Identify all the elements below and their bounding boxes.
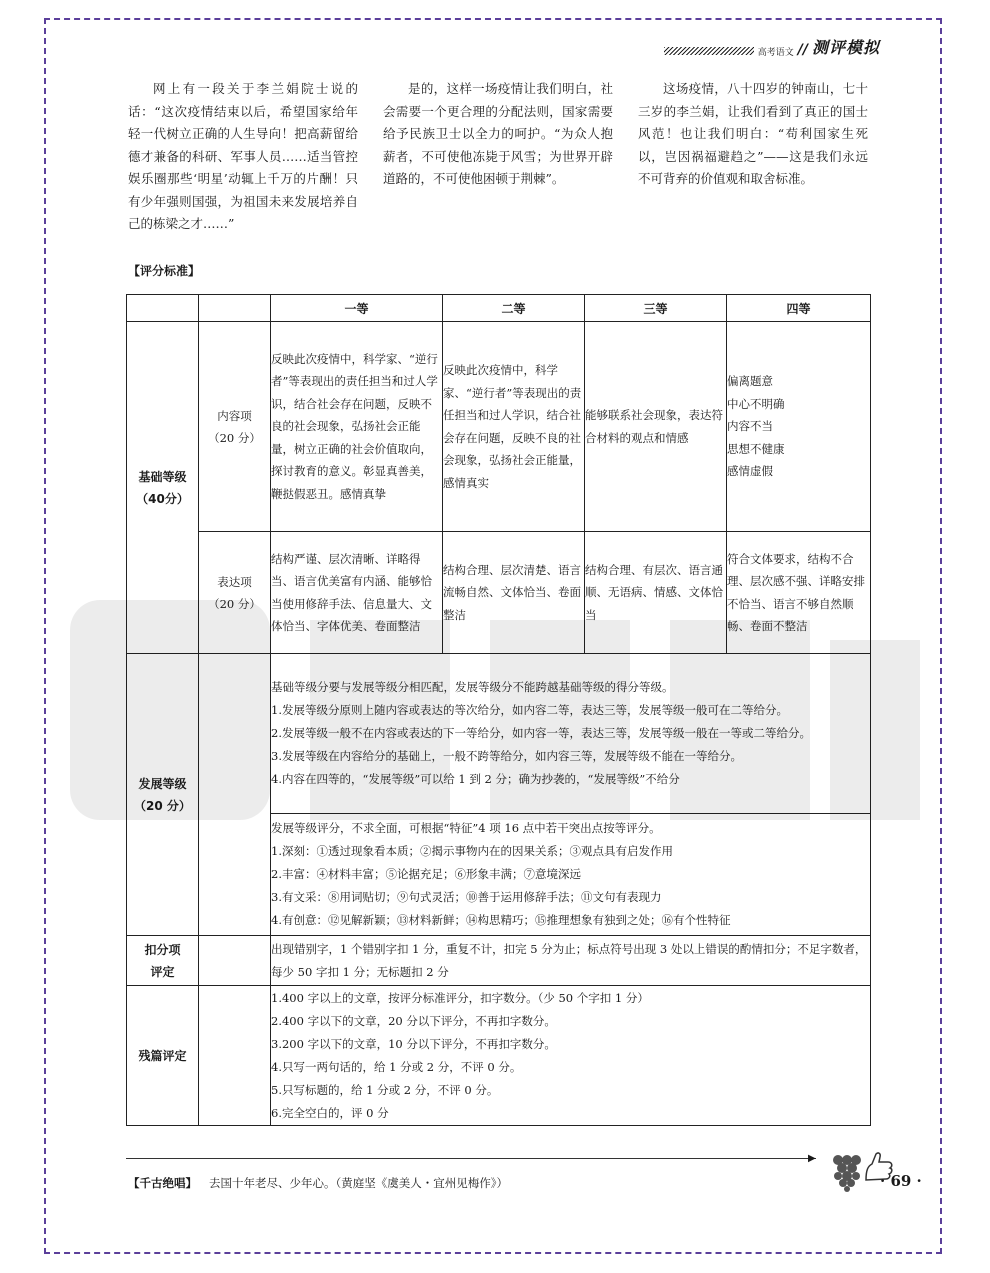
header-grade-1: 一等 (271, 295, 443, 322)
grapes-icon (830, 1150, 864, 1192)
deduction-label: 扣分项 评定 (127, 936, 199, 986)
header-subject: 高考语文 (757, 48, 794, 58)
expression-grade-1: 结构严谨、层次清晰、详略得当、语言优美富有内涵、能够恰当使用修辞手法、信息量大、文体恰当、字体优美、卷面整洁 (271, 532, 443, 654)
footer-arrow-icon: ▶ (808, 1153, 816, 1164)
intro-text (128, 78, 868, 236)
content-grade-2: 反映此次疫情中，科学家、“逆行者”等表现出的责任担当和过人学识，结合社会存在问题，反映不良的社会现象，弘扬社会正能量，感情真实 (443, 322, 585, 532)
intro-column-2: 是的，这样一场疫情让我们明白，社会需要一个更合理的分配法则，国家需要给予民族卫士以全力的呵护。“为众人抱薪者，不可使他冻毙于风雪；为世界开辟道路的，不可使他困顿于荆棘”。 (383, 81, 613, 186)
expression-item-label: 表达项 （20 分） (199, 532, 271, 654)
footer-divider (126, 1158, 816, 1159)
grading-table (126, 294, 871, 1126)
expression-grade-2: 结构合理、层次清楚、语言流畅自然、文体恰当、卷面整洁 (443, 532, 585, 654)
grading-standard-label: 【评分标准】 (128, 264, 201, 278)
incomplete-label: 残篇评定 (127, 986, 199, 1126)
header-grade-3: 三等 (585, 295, 727, 322)
page-number: · 69 · (880, 1172, 922, 1190)
intro-column-1: 网上有一段关于李兰娟院士说的话：“这次疫情结束以后，希望国家给年轻一代树立正确的人生导向！把高薪留给德才兼备的科研、军事人员……适当管控娱乐圈那些‘明星’动辄上千万的片酬！只有少年强则国强，为祖国未来发展培养自己的栋梁之才……” (128, 81, 358, 231)
deduction-rules: 出现错别字，1 个错别字扣 1 分，重复不计，扣完 5 分为止；标点符号出现 3 处以上错误的酌情扣分；不足字数者，每少 50 字扣 1 分；无标题扣 2 分 (271, 936, 871, 986)
content-grade-3: 能够联系社会现象，表达符合材料的观点和情感 (585, 322, 727, 532)
table-header-row (127, 295, 871, 322)
incomplete-rules: 1.400 字以上的文章，按评分标准评分，扣字数分。（少 50 个字扣 1 分） 2.400 字以下的文章，20 分以下评分，不再扣字数分。 3.200 字以下的文章，10 分以下评分，不再扣字数分。 4.只写一两句话的，给 1 分或 2 分，不评 0 分。 5.只写标题的，给 1 分或 2 分，不评 0 分。 6.完全空白的，评 0 分 (271, 986, 871, 1126)
table-row-incomplete (127, 986, 871, 1126)
table-row-development-rules (127, 654, 871, 814)
development-rules: 基础等级分要与发展等级分相匹配，发展等级分不能跨越基础等级的得分等级。 1.发展等级分原则上随内容或表达的等次给分，如内容二等，表达三等，发展等级一般可在二等给分。 2.发展等级一般不在内容或表达的下一等给分，如内容一等，表达三等，发展等级一般在一等或二等给分。 3.发展等级在内容给分的基础上，一般不跨等给分，如内容三等，发展等级不能在一等给分。 4.内容在四等的，“发展等级”可以给 1 到 2 分；确为抄袭的，“发展等级”不给分 (271, 654, 871, 814)
expression-grade-4: 符合文体要求，结构不合理、层次感不强、详略安排不恰当、语言不够自然顺畅、卷面不整洁 (727, 532, 871, 654)
intro-column-3: 这场疫情，八十四岁的钟南山，七十三岁的李兰娟，让我们看到了真正的国士风范！也让我们明白：“苟利国家生死以，岂因祸福避趋之”——这是我们永远不可背弃的价值观和取舍标准。 (638, 81, 868, 186)
table-row-deduction (127, 936, 871, 986)
content-grade-1: 反映此次疫情中，科学家、“逆行者”等表现出的责任担当和过人学识，结合社会存在问题，反映不良的社会现象，弘扬社会正能量，树立正确的社会价值取向，探讨教育的意义。彰显真善美，鞭挞假恶丑。感情真挚 (271, 322, 443, 532)
content-grade-4: 偏离题意 中心不明确 内容不当 思想不健康 感情虚假 (727, 322, 871, 532)
header-title: 测评模拟 (811, 38, 880, 57)
expression-grade-3: 结构合理、有层次、语言通顺、无语病、情感、文体恰当 (585, 532, 727, 654)
page-header (664, 40, 880, 58)
header-grade-4: 四等 (727, 295, 871, 322)
footer-quote: 去国十年老尽、少年心。（黄庭坚《虞美人・宜州见梅作》） (209, 1176, 508, 1190)
content-item-label: 内容项 （20 分） (199, 322, 271, 532)
footer-tag: 【千古绝唱】 (128, 1176, 197, 1190)
header-grade-2: 二等 (443, 295, 585, 322)
header-bars: // (797, 42, 808, 58)
development-level-label: 发展等级 （20 分） (127, 654, 199, 936)
basic-level-label: 基础等级 （40分） (127, 322, 199, 654)
table-row-content (127, 322, 871, 532)
footer (128, 1175, 508, 1191)
development-features: 发展等级评分，不求全面，可根据“特征”4 项 16 点中若干突出点按等评分。 1.深刻：①透过现象看本质；②揭示事物内在的因果关系；③观点具有启发作用 2.丰富：④材料丰富；⑤论据充足；⑥形象丰满；⑦意境深远 3.有文采：⑧用词贴切；⑨句式灵活；⑩善于运用修辞手法；⑪文句有表现力 4.有创意：⑫见解新颖；⑬材料新鲜；⑭构思精巧；⑮推理想象有独到之处；⑯有个性特征 (271, 814, 871, 936)
header-hatch-decoration (664, 47, 754, 55)
table-row-expression (127, 532, 871, 654)
